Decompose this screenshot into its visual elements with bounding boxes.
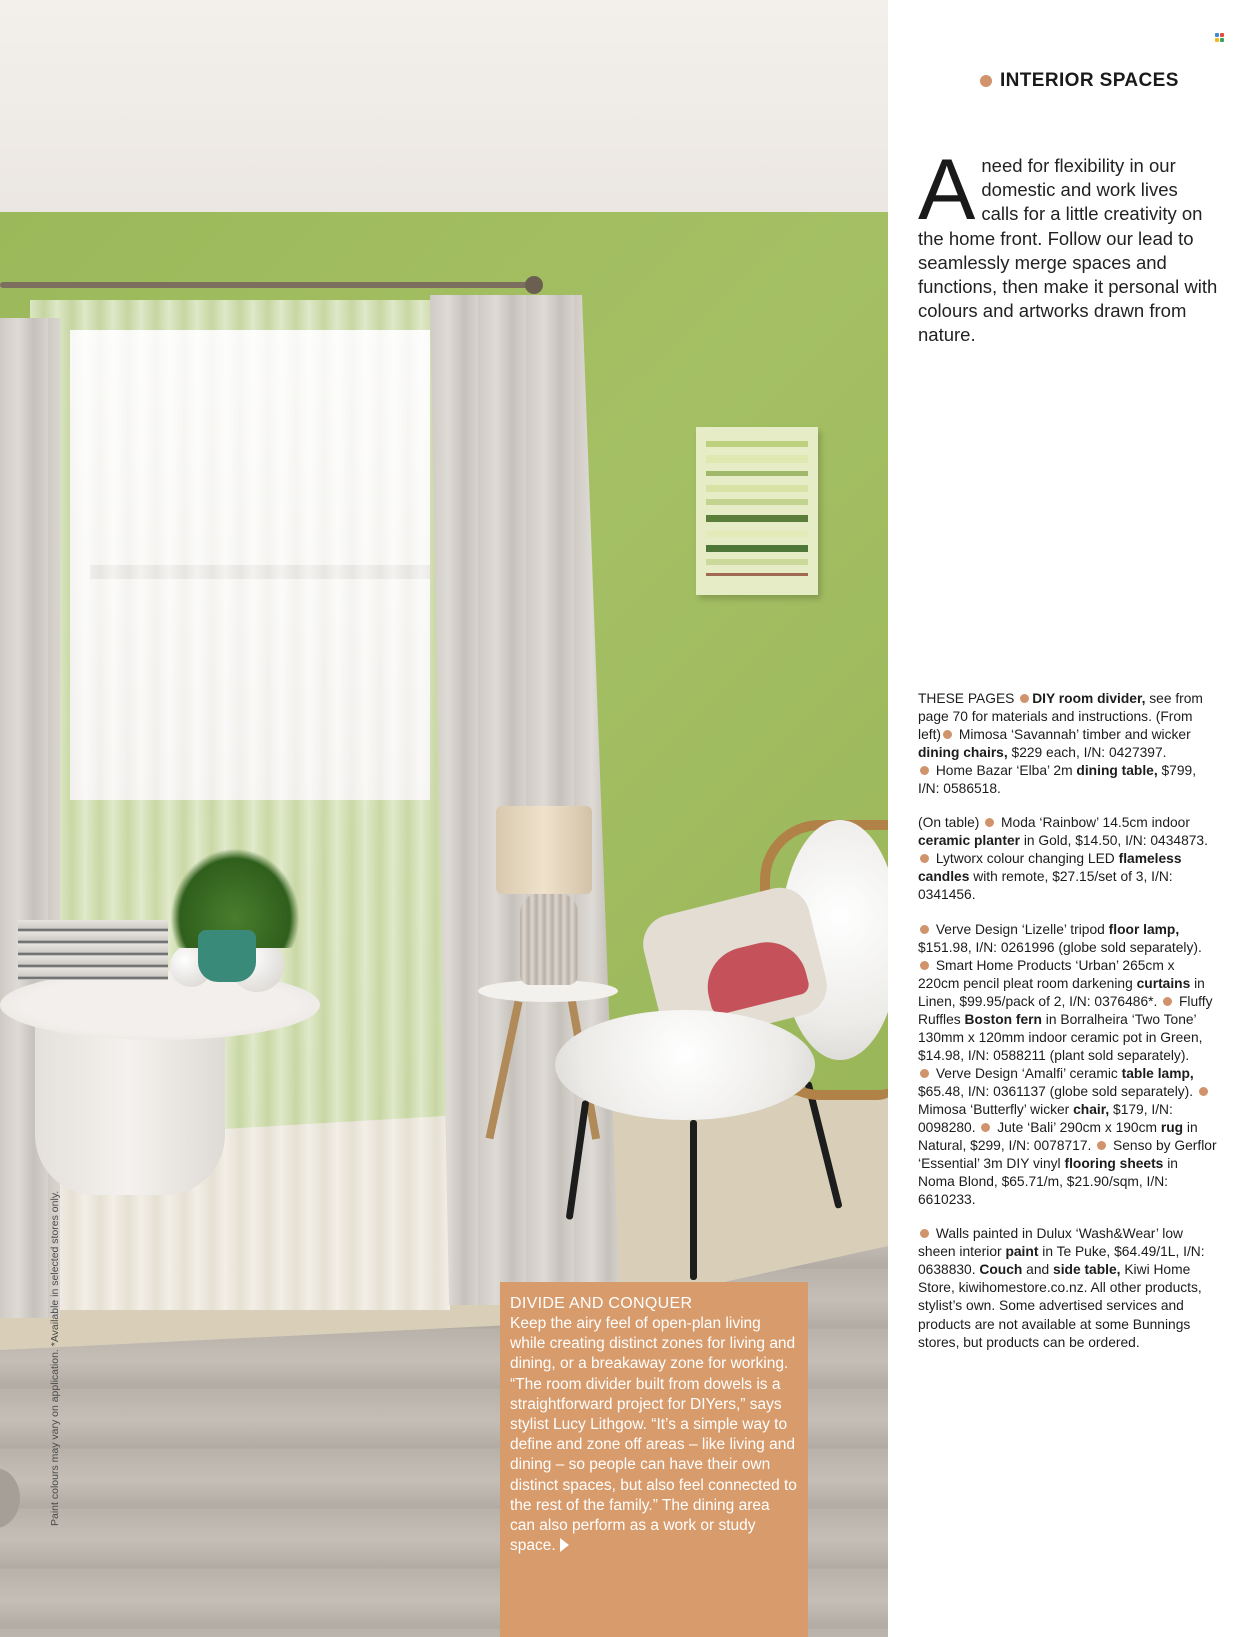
brand-logo-icon <box>1215 33 1225 43</box>
bullet-dot-icon <box>1097 1141 1106 1150</box>
curtain-rod-finial <box>525 276 543 294</box>
credit-text: in Gold, $14.50, I/N: 0434873. <box>1020 833 1208 849</box>
divide-and-conquer-box <box>500 1282 808 1637</box>
sidebar-body <box>510 1314 798 1556</box>
bullet-dot-icon <box>985 818 994 827</box>
logo-square <box>1220 33 1224 37</box>
book-stack <box>18 920 168 980</box>
intro-text: need for flexibility in our domestic and work lives calls for a little creativity on the home front. Follow our lead to seamlessly merge spaces and functions, then make it personal with colours and artworks drawn from nature. <box>918 155 1218 346</box>
credit-product: Couch <box>979 1262 1023 1278</box>
credits-paragraph <box>918 921 1218 1210</box>
credit-text: Verve Design ‘Amalfi’ ceramic <box>932 1065 1118 1081</box>
credit-product: dining chairs, <box>918 745 1008 761</box>
play-triangle-icon <box>560 1538 569 1552</box>
credit-text: Kiwi Home Store, kiwihomestore.co.nz. All other products, stylist’s own. Some advertised services and products are not available at some Bunnings stores, but products can be ordered. <box>918 1262 1202 1350</box>
credit-product: flooring sheets <box>1064 1156 1164 1172</box>
disclaimer: Paint colours may vary on application. *Available in selected stores only. <box>49 1190 61 1526</box>
credit-product: dining table, <box>1076 763 1158 779</box>
credit-text: $229 each, I/N: 0427397. <box>1007 745 1167 761</box>
credit-text: in Linen, $99.95/pack of 2, I/N: 0376486*. <box>918 975 1205 1009</box>
bullet-dot-icon <box>920 766 929 775</box>
credit-product: side table, <box>1053 1262 1121 1278</box>
logo-square <box>1220 38 1224 42</box>
credit-product: flameless candles <box>918 851 1182 885</box>
credit-text: Home Bazar ‘Elba’ 2m <box>932 763 1073 779</box>
credit-text: Mimosa ‘Savannah’ timber and wicker <box>955 727 1191 743</box>
credit-product: curtains <box>1136 975 1191 991</box>
bullet-dot-icon <box>1020 694 1029 703</box>
table-lamp-base <box>520 893 578 985</box>
credit-product: chair, <box>1073 1101 1110 1117</box>
artwork-stripe <box>706 441 808 447</box>
credit-product: floor lamp, <box>1108 921 1180 937</box>
artwork-stripe <box>706 531 808 537</box>
credit-text: $151.98, I/N: 0261996 (globe sold separately). <box>918 939 1202 955</box>
credit-text: Walls painted in Dulux ‘Wash&Wear’ low sheen interior <box>918 1226 1183 1260</box>
credits-paragraph <box>918 1225 1218 1351</box>
credit-text: $799, I/N: 0586518. <box>918 763 1197 797</box>
bullet-dot-icon <box>943 730 952 739</box>
product-credits <box>918 690 1218 1368</box>
intro-paragraph <box>918 142 1218 348</box>
coffee-table-base <box>35 1015 225 1195</box>
logo-square <box>1215 38 1219 42</box>
credit-text: $179, I/N: 0098280. <box>918 1101 1173 1136</box>
logo-square <box>1215 33 1219 37</box>
artwork-stripe <box>706 515 808 522</box>
bullet-dot-icon <box>980 75 992 87</box>
bullet-dot-icon <box>920 1229 929 1238</box>
credit-text: Smart Home Products ‘Urban’ 265cm x 220cm pencil pleat room darkening <box>918 957 1175 991</box>
credit-product: paint <box>1005 1244 1039 1260</box>
table-lamp-shade <box>496 806 592 894</box>
credit-text: Mimosa ‘Butterfly’ wicker <box>918 1101 1070 1117</box>
credit-text: Fluffy Ruffles <box>918 993 1213 1027</box>
bullet-dot-icon <box>920 1069 929 1078</box>
bullet-dot-icon <box>1163 997 1172 1006</box>
credit-text: Senso by Gerflor ‘Essential’ 3m DIY vinyl <box>918 1138 1217 1172</box>
artwork-stripe <box>706 559 808 565</box>
artwork-stripe <box>706 573 808 576</box>
credits-paragraph <box>918 814 1218 904</box>
bullet-dot-icon <box>920 925 929 934</box>
credit-text: in Noma Blond, $65.71/m, $21.90/sqm, I/N: 6610233. <box>918 1156 1178 1208</box>
credit-text: Lytworx colour changing LED <box>932 851 1115 867</box>
credit-text: $65.48, I/N: 0361137 (globe sold separately). <box>918 1083 1194 1099</box>
artwork-stripe <box>706 485 808 492</box>
plant-pot <box>198 930 256 982</box>
credit-text: Moda ‘Rainbow’ 14.5cm indoor <box>997 815 1190 831</box>
credit-text: with remote, $27.15/set of 3, I/N: 0341456. <box>918 869 1173 903</box>
bullet-dot-icon <box>920 854 929 863</box>
credit-product: Boston fern <box>964 1011 1042 1027</box>
credit-text: and <box>1022 1262 1050 1278</box>
credit-text: see from page 70 for materials and instructions. (From left) <box>918 691 1203 743</box>
artwork-stripe <box>706 471 808 476</box>
credit-text: in Natural, $299, I/N: 0078717. <box>918 1120 1198 1154</box>
sheepskin-throw-seat <box>555 1010 815 1120</box>
credit-text: Verve Design ‘Lizelle’ tripod <box>932 921 1105 937</box>
credits-lead: THESE PAGES <box>918 691 1015 706</box>
curtain-rod <box>0 282 540 288</box>
bullet-dot-icon <box>1199 1087 1208 1096</box>
credit-text: in Te Puke, $64.49/1L, I/N: 0638830. <box>918 1244 1205 1278</box>
credits-paragraph <box>918 690 1218 798</box>
credit-text: (On table) <box>918 815 980 831</box>
credit-product: ceramic planter <box>918 833 1020 849</box>
credit-product: rug <box>1160 1120 1184 1136</box>
sidebar-heading: DIVIDE AND CONQUER <box>510 1295 693 1312</box>
section-title: INTERIOR SPACES <box>1000 70 1179 91</box>
bullet-dot-icon <box>981 1123 990 1132</box>
credit-product: table lamp, <box>1121 1065 1194 1081</box>
bullet-dot-icon <box>920 961 929 970</box>
sidebar-body-text: Keep the airy feel of open-plan living while creating distinct zones for living and dining, or a breakaway zone for working. “The room divider built from dowels is a straightforward project for DIYers,” says stylist Lucy Lithgow. “It’s a simple way to define and zone off areas – like living and dining – so people can have their own distinct spaces, but also feel connected to the rest of the family.” The dining area can also perform as a work or study space. <box>510 1315 797 1555</box>
artwork-stripe <box>706 545 808 552</box>
striped-artwork <box>696 427 818 595</box>
drop-cap: A <box>918 142 976 238</box>
credit-product: DIY room divider, <box>1032 691 1146 706</box>
chair-leg <box>690 1120 697 1280</box>
credit-text: in Borralheira ‘Two Tone’ 130mm x 120mm indoor ceramic pot in Green, $14.98, I/N: 0588211 (plant sold separately). <box>918 1011 1203 1063</box>
artwork-stripe <box>706 499 808 505</box>
artwork-stripe <box>706 455 808 463</box>
credit-text: Jute ‘Bali’ 290cm x 190cm <box>993 1120 1157 1136</box>
section-header <box>980 70 1179 92</box>
